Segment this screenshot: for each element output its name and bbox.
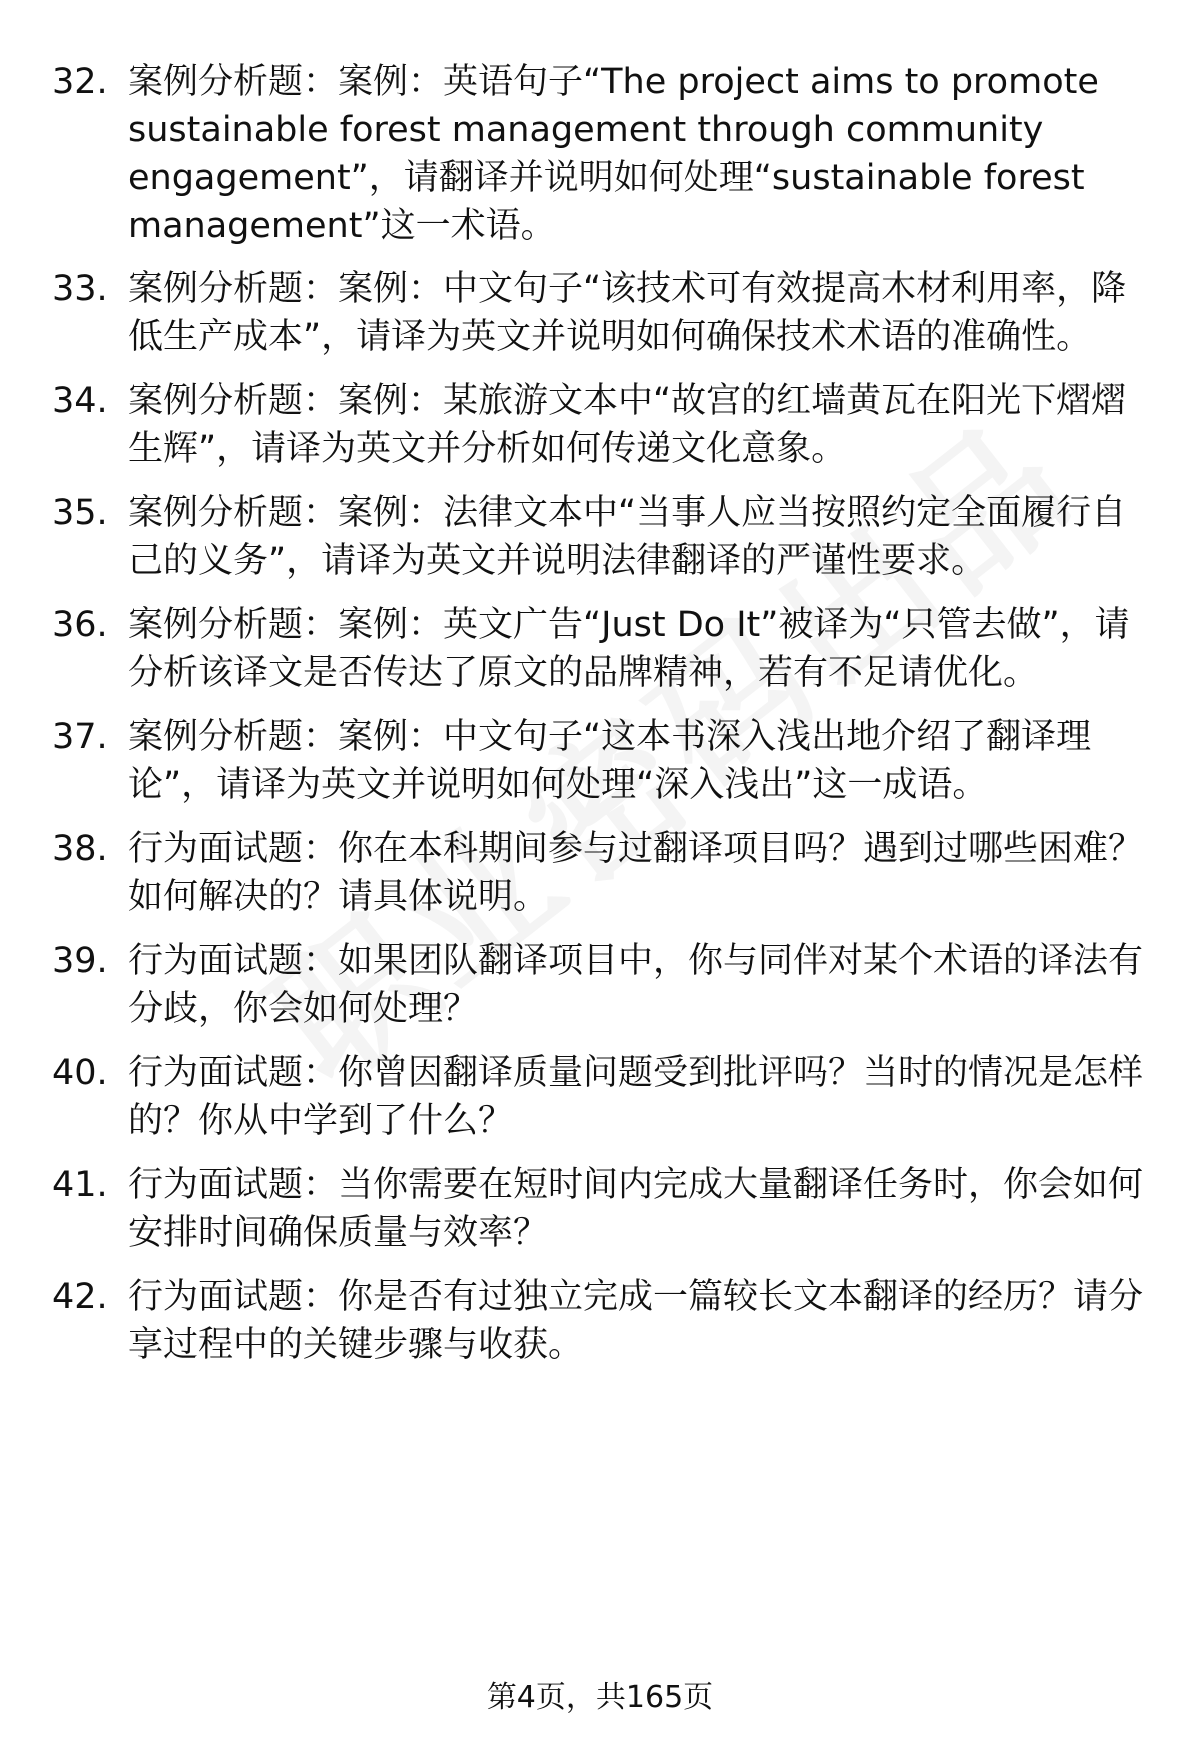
question-item (52, 265, 1152, 361)
question-item (52, 377, 1152, 473)
question-number: 40. (52, 1053, 108, 1093)
question-text: 行为面试题：你曾因翻译质量问题受到批评吗？当时的情况是怎样的？你从中学到了什么？ (128, 1053, 1144, 1141)
question-item (52, 1161, 1152, 1257)
question-text: 行为面试题：如果团队翻译项目中，你与同伴对某个术语的译法有分歧，你会如何处理？ (128, 941, 1144, 1029)
question-text: 案例分析题：案例：英文广告“Just Do It”被译为“只管去做”，请分析该译文是否传达了原文的品牌精神，若有不足请优化。 (128, 605, 1130, 693)
question-text: 行为面试题：你是否有过独立完成一篇较长文本翻译的经历？请分享过程中的关键步骤与收获。 (128, 1277, 1144, 1365)
question-number: 37. (52, 717, 108, 757)
question-text: 案例分析题：案例：中文句子“这本书深入浅出地介绍了翻译理论”，请译为英文并说明如何处理“深入浅出”这一成语。 (128, 717, 1092, 805)
question-text: 案例分析题：案例：法律文本中“当事人应当按照约定全面履行自己的义务”，请译为英文并说明法律翻译的严谨性要求。 (128, 493, 1127, 581)
question-number: 39. (52, 941, 108, 981)
question-item (52, 825, 1152, 921)
question-number: 34. (52, 381, 108, 421)
question-item (52, 713, 1152, 809)
question-item (52, 58, 1152, 250)
question-list (52, 58, 1152, 1369)
question-item (52, 1049, 1152, 1145)
question-number: 38. (52, 829, 108, 869)
question-number: 36. (52, 605, 108, 645)
question-text: 行为面试题：你在本科期间参与过翻译项目吗？遇到过哪些困难？如何解决的？请具体说明。 (128, 829, 1144, 917)
question-item (52, 1273, 1152, 1369)
question-text: 案例分析题：案例：中文句子“该技术可有效提高木材利用率，降低生产成本”，请译为英文并说明如何确保技术术语的准确性。 (128, 269, 1127, 357)
question-number: 41. (52, 1165, 108, 1205)
question-item (52, 601, 1152, 697)
question-number: 35. (52, 493, 108, 533)
question-text: 行为面试题：当你需要在短时间内完成大量翻译任务时，你会如何安排时间确保质量与效率？ (128, 1165, 1144, 1253)
question-text: 案例分析题：案例：英语句子“The project aims to promote sustainable forest management through community engagement”，请翻译并说明如何处理“sustainable forest management”这一术语。 (128, 62, 1099, 246)
question-number: 42. (52, 1277, 108, 1317)
question-item (52, 937, 1152, 1033)
question-number: 33. (52, 269, 108, 309)
question-item (52, 489, 1152, 585)
question-text: 案例分析题：案例：某旅游文本中“故宫的红墙黄瓦在阳光下熠熠生辉”，请译为英文并分析如何传递文化意象。 (128, 381, 1127, 469)
question-number: 32. (52, 62, 108, 102)
page-footer: 第4页，共165页 (486, 1680, 714, 1715)
